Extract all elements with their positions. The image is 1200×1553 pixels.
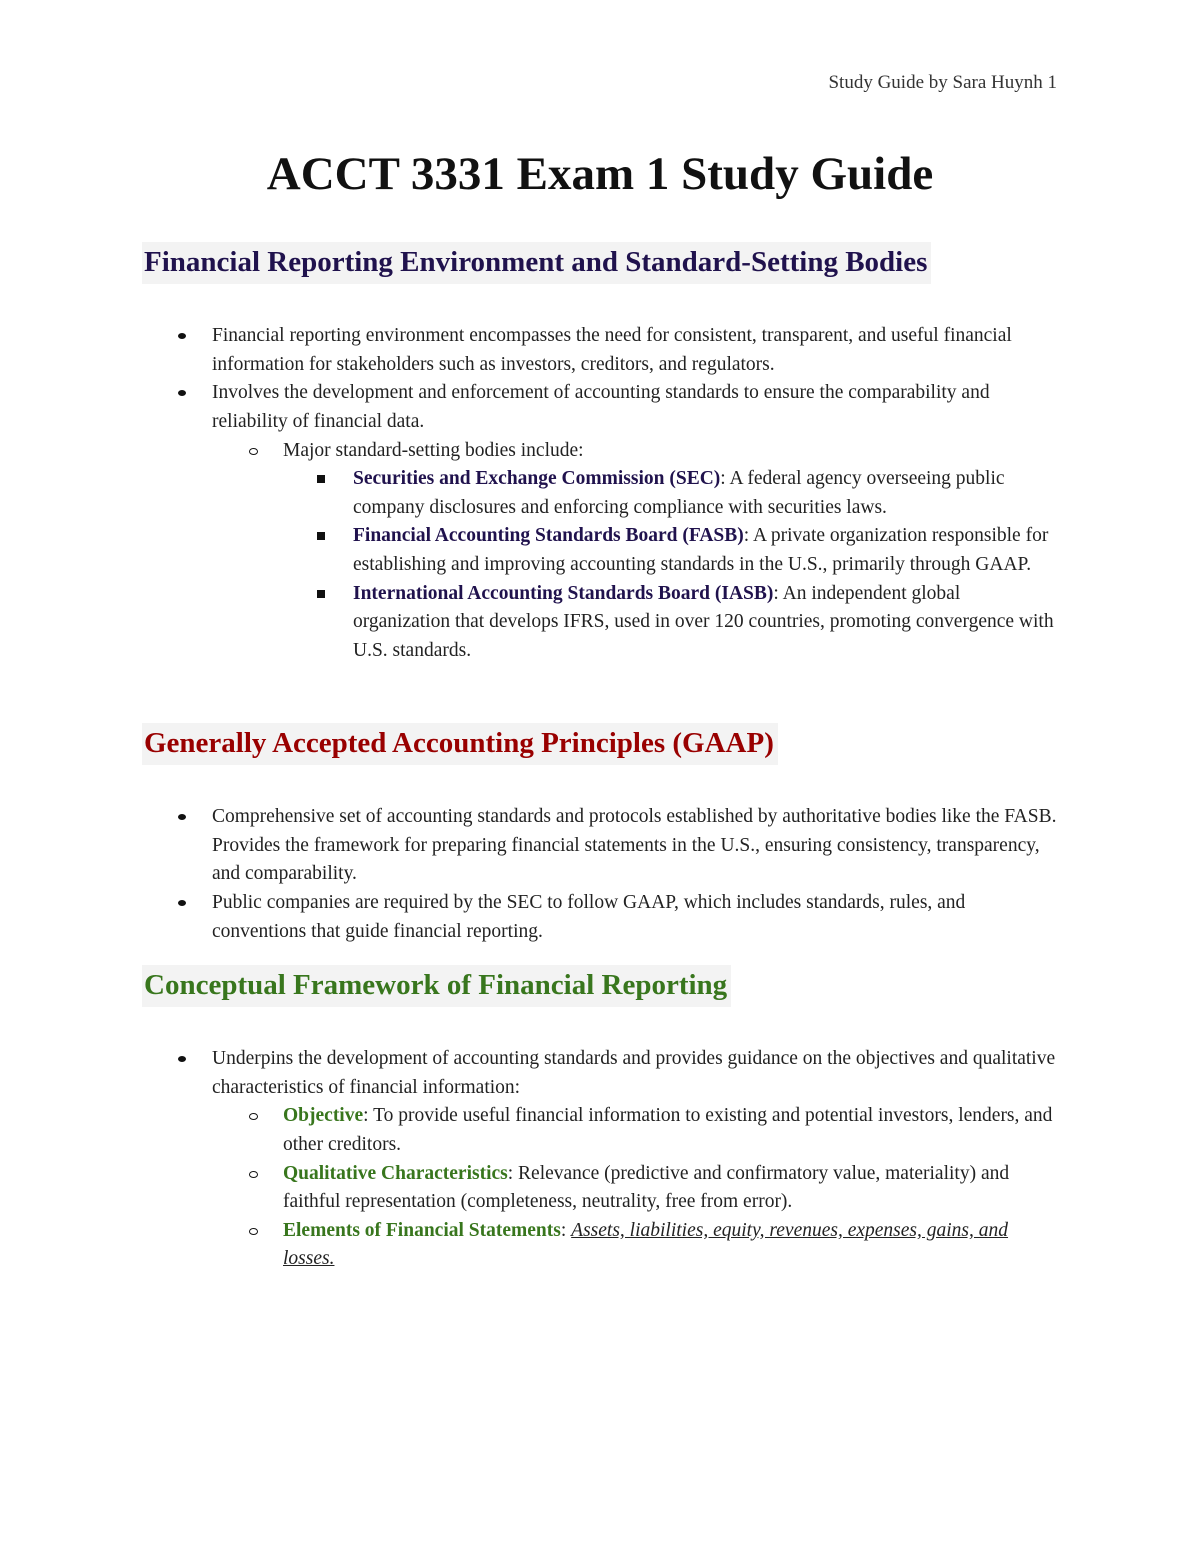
term-separator: : [560,1219,572,1241]
bullet-circle-icon [249,1228,258,1235]
section-reporting-environment [142,242,1062,665]
section-heading: Conceptual Framework of Financial Reporting [142,965,731,1007]
term-elements: Elements of Financial Statements [283,1219,561,1241]
bullet-circle-icon [249,1113,258,1120]
term-description: : A federal agency overseeing public company disclosures and enforcing compliance with securities laws. [353,468,1005,518]
section-heading: Generally Accepted Accounting Principles (GAAP) [142,723,778,765]
term-description: : To provide useful financial information to existing and potential investors, lenders, and other creditors. [283,1105,1053,1156]
list-item-fasb [142,522,1062,579]
bullet-dot-icon [178,333,186,339]
list-item [142,889,1062,946]
list-item-iasb [142,580,1062,666]
list-item [142,437,1062,466]
running-header: Study Guide by Sara Huynh 1 [828,72,1057,93]
section-gaap [142,723,1062,946]
bullet-dot-icon [178,900,186,906]
bullet-list [142,803,1062,946]
term-description: : Relevance (predictive and confirmatory value, materiality) and faithful representation (completeness, neutrality, free from error). [283,1162,1010,1213]
list-item-qualitative [142,1160,1062,1217]
document-title: ACCT 3331 Exam 1 Study Guide [266,148,934,200]
bullet-text: Involves the development and enforcement of accounting standards to ensure the comparability and reliability of financial data. [212,382,990,433]
term-sec: Securities and Exchange Commission (SEC) [353,468,721,490]
list-item [142,1045,1062,1102]
term-iasb: International Accounting Standards Board (IASB) [353,582,774,604]
bullet-text: Comprehensive set of accounting standards and protocols established by authoritative bodies like the FASB. Provides the framework for preparing financial statements in the U.S., ensuring consistency, transparency, and comparability. [212,806,1057,885]
term-description: : A private organization responsible for establishing and improving accounting standards in the U.S., primarily through GAAP. [353,525,1049,575]
list-item [142,803,1062,889]
bullet-square-icon [317,475,325,483]
bullet-dot-icon [178,814,186,820]
bullet-text: Public companies are required by the SEC to follow GAAP, which includes standards, rules, and conventions that guide financial reporting. [212,892,966,942]
bullet-list [142,1045,1062,1274]
bullet-text: Underpins the development of accounting standards and provides guidance on the objectives and qualitative characteristics of financial information: [212,1048,1056,1098]
bullet-text: Financial reporting environment encompasses the need for consistent, transparent, and useful financial information for stakeholders such as investors, creditors, and regulators. [212,325,1012,375]
term-fasb: Financial Accounting Standards Board (FASB) [353,525,744,547]
bullet-dot-icon [178,390,186,396]
bullet-circle-icon [249,1171,258,1178]
bullet-text: Major standard-setting bodies include: [283,439,584,461]
bullet-square-icon [317,532,325,540]
list-item-objective [142,1102,1062,1159]
list-item-sec [142,465,1062,522]
bullet-circle-icon [249,448,258,455]
list-item [142,379,1062,436]
elements-list-text: Assets, liabilities, equity, revenues, expenses, gains, and losses. [283,1219,1009,1270]
list-item-elements [142,1217,1062,1274]
bullet-list [142,322,1062,665]
section-conceptual-framework [142,965,1062,1274]
term-qualitative-characteristics: Qualitative Characteristics [283,1162,508,1184]
list-item [142,322,1062,379]
term-description: : An independent global organization that develops IFRS, used in over 120 countries, promoting convergence with U.S. standards. [353,582,1054,661]
bullet-dot-icon [178,1056,186,1062]
section-heading: Financial Reporting Environment and Standard-Setting Bodies [142,242,931,284]
term-objective: Objective [283,1105,364,1127]
bullet-square-icon [317,590,325,598]
